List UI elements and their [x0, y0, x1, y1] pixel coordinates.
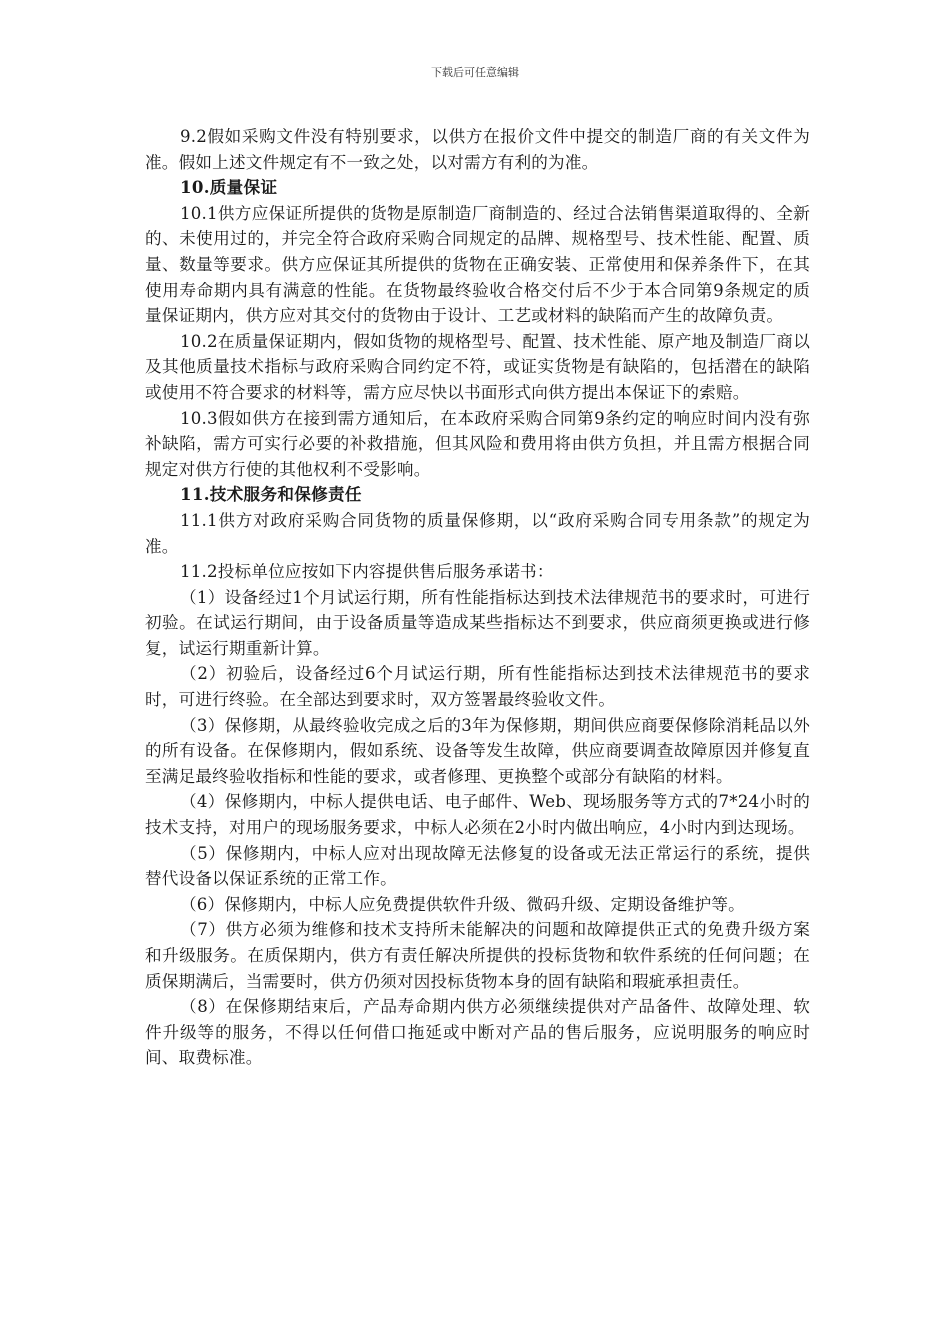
- list-item-3: （3）保修期，从最终验收完成之后的3年为保修期，期间供应商要保修除消耗品以外的所有设备。在保修期内，假如系统、设备等发生故障，供应商要调查故障原因并修复直至满足最终验收指标和性能的要求，或者修理、更换整个或部分有缺陷的材料。: [145, 715, 810, 786]
- paragraph-9-2: 9.2假如采购文件没有特别要求，以供方在报价文件中提交的制造厂商的有关文件为准。假如上述文件规定有不一致之处，以对需方有利的为准。: [145, 127, 810, 172]
- document-body: [145, 124, 810, 1071]
- section-heading-10: 10.质量保证: [180, 177, 278, 198]
- list-item-5: （5）保修期内，中标人应对出现故障无法修复的设备或无法正常运行的系统，提供替代设备以保证系统的正常工作。: [145, 843, 810, 889]
- paragraph-11-2: 11.2投标单位应按如下内容提供售后服务承诺书：: [180, 562, 554, 582]
- section-heading-11: 11.技术服务和保修责任: [180, 484, 362, 505]
- list-item-4: （4）保修期内，中标人提供电话、电子邮件、Web、现场服务等方式的7*24小时的技术支持，对用户的现场服务要求，中标人必须在2小时内做出响应，4小时内到达现场。: [145, 792, 810, 838]
- paragraph-10-1: 10.1供方应保证所提供的货物是原制造厂商制造的、经过合法销售渠道取得的、全新的、未使用过的，并完全符合政府采购合同规定的品牌、规格型号、技术性能、配置、质量、数量等要求。供方应保证其所提供的货物在正确安装、正常使用和保养条件下，在其使用寿命期内具有满意的性能。在货物最终验收合格交付后不少于本合同第9条规定的质量保证期内，供方应对其交付的货物由于设计、工艺或材料的缺陷而产生的故障负责。: [145, 203, 810, 326]
- paragraph-10-3: 10.3假如供方在接到需方通知后，在本政府采购合同第9条约定的响应时间内没有弥补缺陷，需方可实行必要的补救措施，但其风险和费用将由供方负担，并且需方根据合同规定对供方行使的其他权利不受影响。: [145, 408, 810, 479]
- page-header-note: 下载后可任意编辑: [431, 66, 519, 79]
- list-item-2: （2）初验后，设备经过6个月试运行期，所有性能指标达到技术法律规范书的要求时，可进行终验。在全部达到要求时，双方签署最终验收文件。: [145, 664, 810, 710]
- list-item-7: （7）供方必须为维修和技术支持所未能解决的问题和故障提供正式的免费升级方案和升级服务。在质保期内，供方有责任解决所提供的投标货物和软件系统的任何问题；在质保期满后，当需要时，供方仍须对因投标货物本身的固有缺陷和瑕疵承担责任。: [145, 920, 810, 991]
- list-item-8: （8）在保修期结束后，产品寿命期内供方必须继续提供对产品备件、故障处理、软件升级等的服务，不得以任何借口拖延或中断对产品的售后服务，应说明服务的响应时间、取费标准。: [145, 997, 810, 1068]
- list-item-1: （1）设备经过1个月试运行期，所有性能指标达到技术法律规范书的要求时，可进行初验。在试运行期间，由于设备质量等造成某些指标达不到要求，供应商须更换或进行修复，试运行期重新计算。: [145, 587, 810, 658]
- paragraph-10-2: 10.2在质量保证期内，假如货物的规格型号、配置、技术性能、原产地及制造厂商以及其他质量技术指标与政府采购合同约定不符，或证实货物是有缺陷的，包括潜在的缺陷或使用不符合要求的材料等，需方应尽快以书面形式向供方提出本保证下的索赔。: [145, 331, 810, 402]
- paragraph-11-1: 11.1供方对政府采购合同货物的质量保修期，以“政府采购合同专用条款”的规定为准。: [145, 510, 810, 556]
- list-item-6: （6）保修期内，中标人应免费提供软件升级、微码升级、定期设备维护等。: [180, 894, 745, 914]
